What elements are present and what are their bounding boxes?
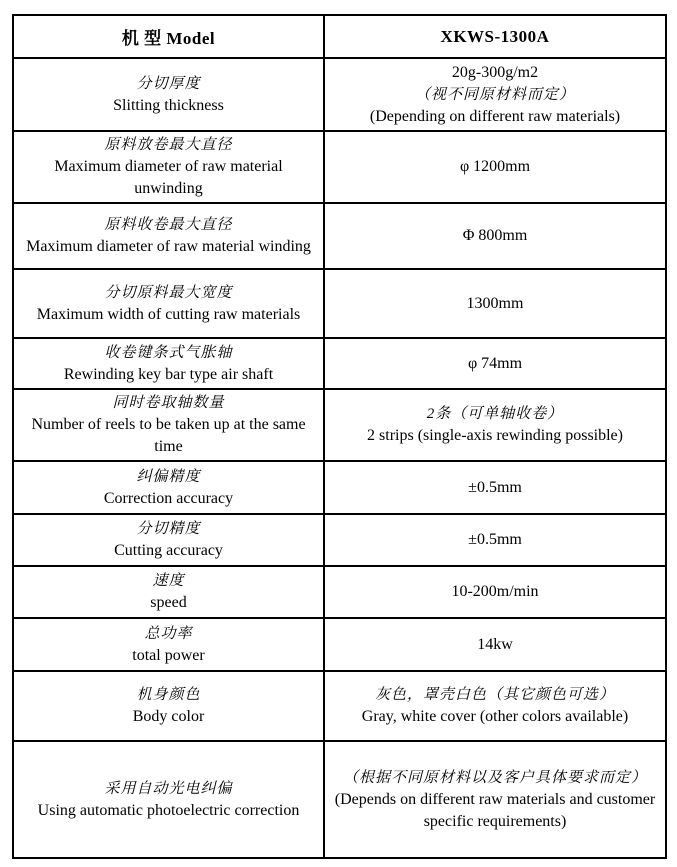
spec-value-cell <box>324 671 666 741</box>
header-row <box>13 15 666 58</box>
table-row <box>13 461 666 514</box>
spec-value-line: （视不同原材料而定） <box>414 86 575 103</box>
spec-value-line: (Depends on different raw materials and customer specific requirements) <box>334 790 656 830</box>
spec-value-cell <box>324 618 666 671</box>
spec-value-cell <box>324 203 666 269</box>
table-row <box>13 389 666 461</box>
spec-value-line: φ 1200mm <box>459 158 531 175</box>
spec-label-line: Body color <box>132 708 205 725</box>
spec-label-line: speed <box>150 594 187 611</box>
spec-label-cell <box>13 514 324 566</box>
spec-label-line: Number of reels to be taken up at the same time <box>31 416 306 455</box>
spec-label-line: Maximum width of cutting raw materials <box>36 305 301 323</box>
spec-value-line: 灰色，罩壳白色（其它颜色可选） <box>374 687 615 703</box>
spec-value-cell <box>324 566 666 618</box>
spec-label-cell <box>13 671 324 741</box>
spec-label-line: 原料收卷最大直径 <box>104 217 233 233</box>
spec-label-line: 分切精度 <box>136 521 201 537</box>
spec-label-cell <box>13 58 324 131</box>
spec-label-line: 分切原料最大宽度 <box>104 284 233 301</box>
spec-label-cell <box>13 131 324 203</box>
spec-rows <box>13 58 666 858</box>
spec-label-line: 采用自动光电纠偏 <box>104 780 233 797</box>
spec-table <box>12 14 667 859</box>
spec-value-line: Gray, white cover (other colors available) <box>361 708 629 725</box>
spec-label-line: Rewinding key bar type air shaft <box>63 365 274 383</box>
spec-value-line: 2 strips (single-axis rewinding possible) <box>367 427 623 444</box>
table-row <box>13 338 666 389</box>
spec-value-line: 20g-300g/m2 <box>451 63 539 81</box>
spec-value-line: ±0.5mm <box>468 531 522 548</box>
spec-label-line: 机身颜色 <box>136 687 201 703</box>
table-row <box>13 671 666 741</box>
table-row <box>13 514 666 566</box>
spec-label-line: Using automatic photoelectric correction <box>37 801 300 819</box>
spec-label-line: 分切厚度 <box>136 75 201 92</box>
spec-value-line: ±0.5mm <box>468 478 522 496</box>
spec-value-line: (Depending on different raw materials) <box>369 107 621 125</box>
spec-label-cell <box>13 618 324 671</box>
table-row <box>13 269 666 338</box>
spec-value-line: 10-200m/min <box>451 583 539 600</box>
spec-value-cell <box>324 389 666 461</box>
table-row <box>13 618 666 671</box>
table-row <box>13 741 666 858</box>
spec-label-line: 总功率 <box>144 625 193 642</box>
spec-value-cell <box>324 338 666 389</box>
spec-label-line: Cutting accuracy <box>114 542 223 559</box>
spec-label-line: total power <box>132 646 205 664</box>
spec-value-cell <box>324 269 666 338</box>
spec-value-line: （根据不同原材料以及客户具体要求而定） <box>342 769 647 786</box>
spec-label-line: Correction accuracy <box>103 489 234 507</box>
spec-value-line: 1300mm <box>466 294 524 312</box>
spec-value-cell <box>324 131 666 203</box>
table-row <box>13 58 666 131</box>
spec-value-cell <box>324 461 666 514</box>
spec-value-cell <box>324 58 666 131</box>
spec-label-line: 同时卷取轴数量 <box>112 395 225 411</box>
spec-label-line: 速度 <box>152 573 185 589</box>
spec-label-line: Maximum diameter of raw material unwinding <box>54 158 283 197</box>
table-row <box>13 203 666 269</box>
spec-value-cell <box>324 514 666 566</box>
spec-value-line: φ 74mm <box>467 354 523 372</box>
spec-label-line: Slitting thickness <box>113 96 224 114</box>
spec-label-cell <box>13 269 324 338</box>
spec-value-line: 2条（可单轴收卷） <box>426 406 564 422</box>
spec-value-cell <box>324 741 666 858</box>
spec-value-line: Φ 800mm <box>462 227 528 244</box>
spec-label-line: 原料放卷最大直径 <box>104 137 233 153</box>
spec-value-line: 14kw <box>477 635 513 653</box>
table-row <box>13 131 666 203</box>
spec-label-cell <box>13 389 324 461</box>
spec-label-cell <box>13 338 324 389</box>
spec-label-line: 纠偏精度 <box>136 468 201 485</box>
table-row <box>13 566 666 618</box>
model-header-value: XKWS-1300A <box>324 15 666 58</box>
spec-label-cell <box>13 461 324 514</box>
model-header-label: 机 型 Model <box>13 15 324 58</box>
spec-label-line: 收卷键条式气胀轴 <box>104 344 233 361</box>
spec-label-cell <box>13 566 324 618</box>
spec-label-cell <box>13 741 324 858</box>
spec-label-line: Maximum diameter of raw material winding <box>26 238 311 255</box>
spec-label-cell <box>13 203 324 269</box>
